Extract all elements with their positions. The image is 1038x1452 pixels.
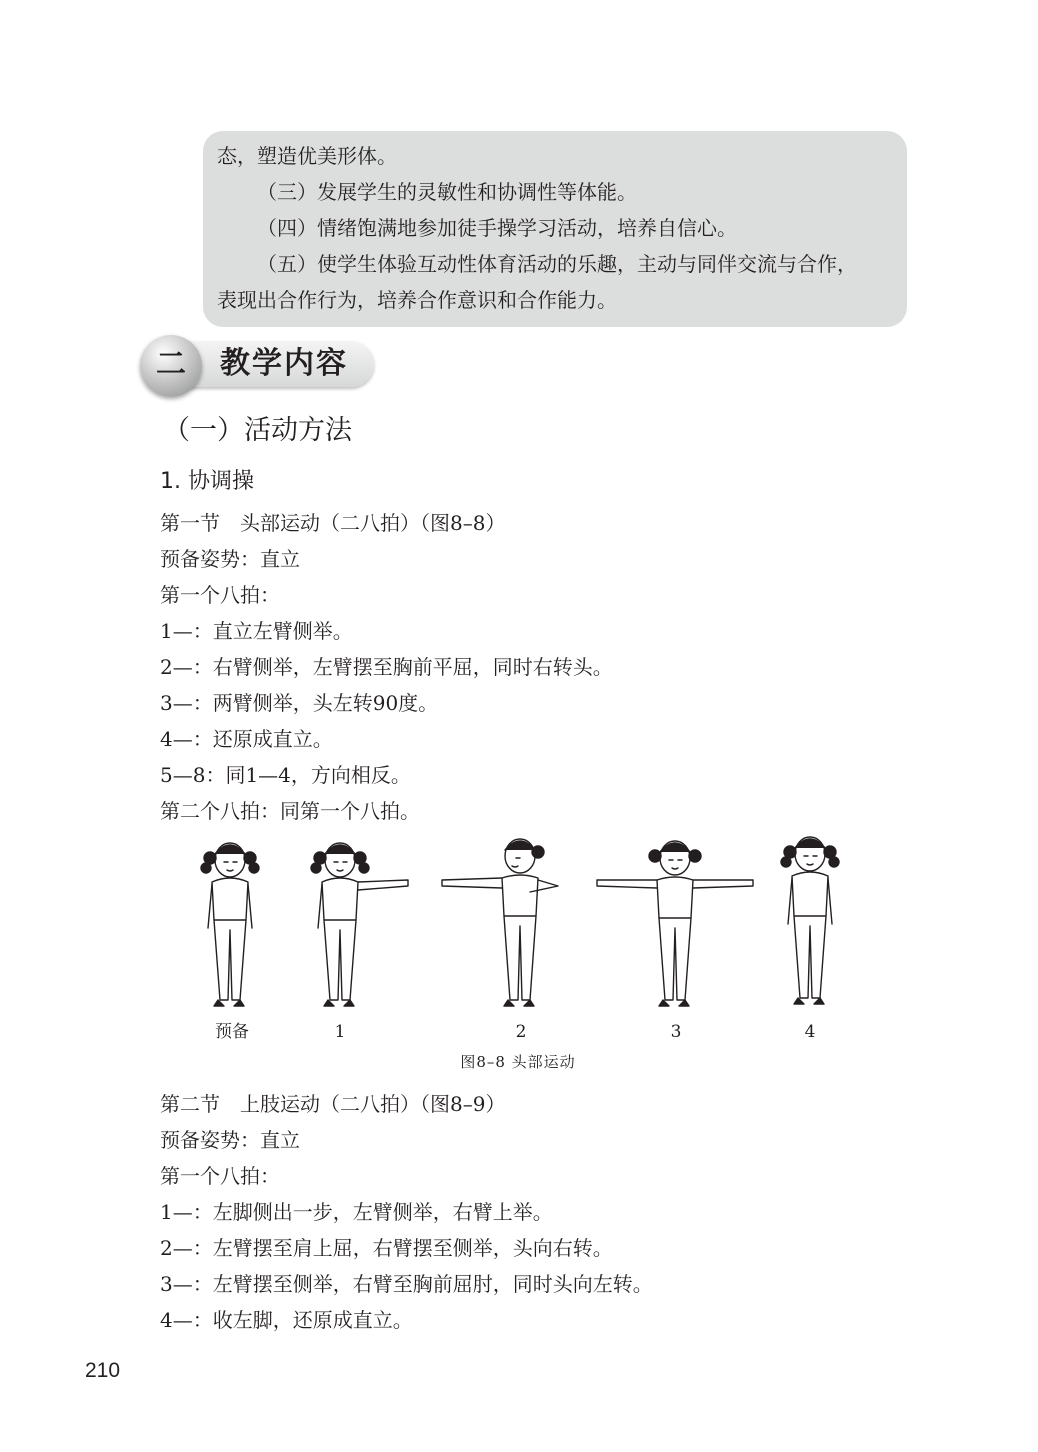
body-line: 2—：左臂摆至肩上屈，右臂摆至侧举，头向右转。: [160, 1236, 613, 1260]
section-number: 二: [156, 347, 186, 382]
body-line: 第二个八拍：同第一个八拍。: [160, 799, 420, 823]
subsubheading: 1. 协调操: [160, 469, 254, 494]
figure-caption: 图8–8 头部运动: [460, 1053, 576, 1071]
figure-label-2: 2: [515, 1022, 527, 1042]
body-line: 第一节 头部运动（二八拍）（图8–8）: [160, 511, 506, 535]
subheading: （一）活动方法: [163, 415, 352, 446]
body-line: 4—：收左脚，还原成直立。: [160, 1308, 413, 1332]
body-line: 第一个八拍：: [160, 583, 280, 607]
section-title: 教学内容: [220, 346, 348, 381]
figure-beat-3-pose: [597, 841, 753, 1006]
body-line: 3—：左臂摆至侧举，右臂至胸前屈肘，同时头向左转。: [160, 1272, 653, 1296]
section-heading: [140, 335, 376, 395]
body-line: 4—：还原成直立。: [160, 727, 333, 751]
body-line: 预备姿势：直立: [160, 547, 300, 571]
objective-line: （五）使学生体验互动性体育活动的乐趣，主动与同伴交流与合作，: [257, 252, 857, 276]
figure-beat-2-pose: [442, 839, 558, 1006]
body-line: 第二节 上肢运动（二八拍）（图8–9）: [160, 1092, 506, 1116]
body-line: 1—：直立左臂侧举。: [160, 619, 353, 643]
body-line: 预备姿势：直立: [160, 1128, 300, 1152]
objective-line: 表现出合作行为，培养合作意识和合作能力。: [217, 288, 617, 312]
body-line: 2—：右臂侧举，左臂摆至胸前平屈，同时右转头。: [160, 655, 613, 679]
page-number: 210: [85, 1359, 121, 1382]
objective-line: （四）情绪饱满地参加徒手操学习活动，培养自信心。: [257, 216, 737, 240]
body-line: 第一个八拍：: [160, 1164, 280, 1188]
figure-label-ready: 预备: [215, 1022, 249, 1042]
body-line: 5—8：同1—4，方向相反。: [160, 763, 411, 787]
figure-label-1: 1: [334, 1022, 346, 1042]
body-line: 3—：两臂侧举，头左转90度。: [160, 691, 439, 715]
body-line: 1—：左脚侧出一步，左臂侧举，右臂上举。: [160, 1200, 553, 1224]
objective-line: （三）发展学生的灵敏性和协调性等体能。: [257, 180, 637, 204]
figure-beat-4-pose: [781, 837, 839, 1004]
objective-line: 态，塑造优美形体。: [217, 144, 397, 168]
figure-label-4: 4: [804, 1022, 816, 1042]
figure-beat-1-pose: [311, 843, 408, 1006]
figure-ready-pose: [201, 843, 259, 1006]
head-exercise-figure: [180, 830, 860, 1020]
figure-label-3: 3: [670, 1022, 682, 1042]
